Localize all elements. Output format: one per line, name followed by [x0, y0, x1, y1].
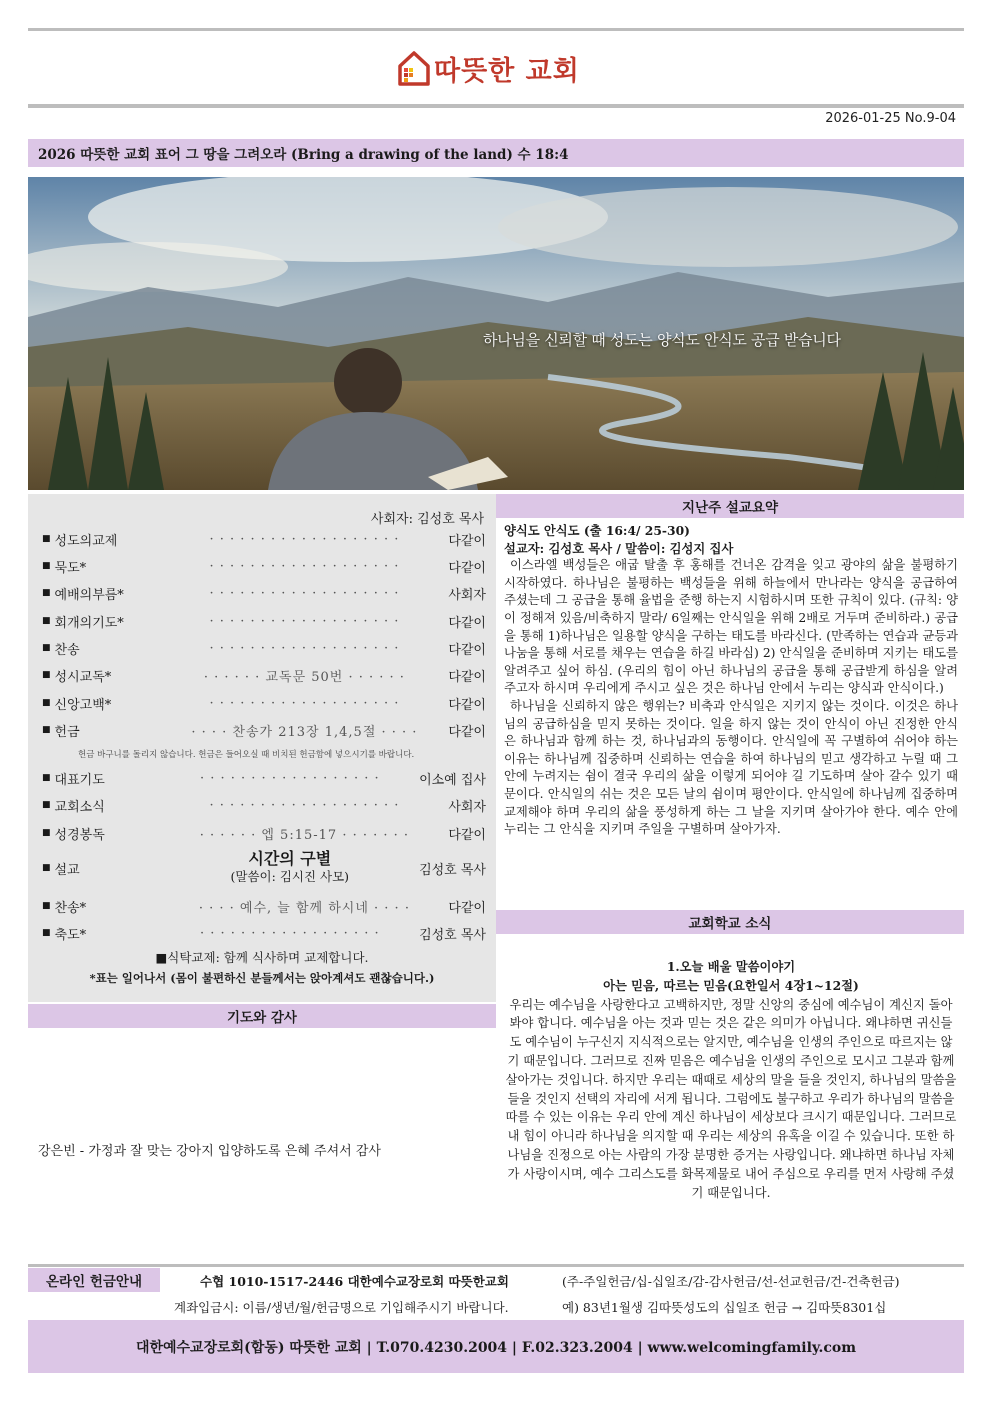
bullet-icon: ■: [42, 534, 51, 544]
sermon-speaker-note: (말씀이: 김시진 사모): [230, 869, 350, 884]
bullet-icon: ■: [42, 561, 51, 571]
church-logo: [396, 42, 596, 94]
bullet-icon: ■: [42, 928, 51, 938]
order-row: ■ 성도의교제 · · · · · · · · · · · · · · · · · · · 다같이: [42, 531, 486, 549]
offering-note: 헌금 바구니를 돌리지 않습니다. 헌금은 들어오실 때 비치된 헌금함에 넣으시기를 바랍니다.: [78, 750, 415, 760]
meal-fellowship-note: ■식탁교제: 함께 식사하며 교제합니다.: [155, 950, 369, 965]
summary-paragraph: 이스라엘 백성들은 애굽 탈출 후 홍해를 건너온 감격을 잊고 광야의 삶을 불평하기 시작하였다. 하나님은 불평하는 백성들을 위해 하늘에서 만나라는 양식을 공급하여 주셨는데 그 공급을 통해 율법을 준행 하는지 시험하시며 또한 규칙이 있다. (규칙: 양이 정해져 있음/비축하지 말라/ 6일째는 안식일을 위해 2배로 거두며 준비하라.) 공급을 통해 1)하나님은 일용할 양식을 구하는 태도를 바라신다. (만족하는 연습과 균등과 나눔을 통해 서로를 채우는 연습을 하길 바라심) 2) 안식일을 준비하며 지키는 태도를 알려주고 싶어 하심. (우리의 힘이 아닌 하나님의 공급을 통해 공급받게 하심을 알려주고자 하시며 우리에게 주시고 싶은 것은 하나님 안에서 누리는 양식과 안식이다.): [504, 558, 958, 696]
house-logo-icon: [396, 48, 432, 88]
sermon-summary-heading: 지난주 설교요약: [496, 494, 964, 518]
order-row: ■ 대표기도 · · · · · · · · · · · · · · · · · · 이소예 집사: [42, 770, 486, 788]
summary-paragraph: 하나님을 신뢰하지 않은 행위는? 비축과 안식일은 지키지 않는 것이다. 이것은 하나님의 공급하심을 믿지 못하는 것이다. 일을 하지 않는 것이 안식이 아닌 진정한 안식은 하나님과 함께 하는 것, 하나님과의 동행이다. 안식일에 꼭 구별하여 쉬어야 하는 이유는 하나님께 집중하며 신뢰하는 연습을 하여 하나님의 믿고 생각하고 누릴 때 그 안에 누려지는 쉼이 결국 우리의 삶을 이렇게 되어야 길 기도하며 살아 갈수 있기 때문이다. 안식일의 쉬는 것은 모든 날의 쉼이며 평안이다. 안식일에 하나님께 집중하며 교제해야 하며 우리의 삶을 풍성하게 하는 그 날을 지키며 살아가야 한다. 예수 안에 누리는 그 안식을 지키며 주일을 구별하며 살아가자.: [504, 698, 958, 837]
offering-codes: (주-주일헌금/십-십일조/감-감사헌금/선-선교헌금/건-건축헌금): [562, 1274, 900, 1289]
bullet-icon: ■: [42, 725, 51, 735]
school-lesson-title: 1.오늘 배울 말씀이야기: [666, 959, 796, 974]
church-school-news: [504, 958, 958, 1202]
bullet-icon: ■: [42, 800, 51, 810]
order-row: ■ 성시교독* · · · · · · 교독문 50번 · · · · · · 다같이: [42, 669, 486, 685]
order-row: ■ 찬송 · · · · · · · · · · · · · · · · · · · 다같이: [42, 640, 486, 658]
bullet-icon: ■: [42, 616, 51, 626]
bullet-icon: ■: [42, 828, 51, 838]
online-offering-label: 온라인 헌금안내: [28, 1268, 160, 1292]
bullet-icon: ■: [42, 643, 51, 653]
bullet-icon: ■: [42, 588, 51, 598]
standing-note: *표는 일어나서 (몸이 불편하신 분들께서는 앉아계셔도 괜찮습니다.): [89, 971, 435, 985]
sermon-row: ■ 설교 시간의 구별 (말씀이: 김시진 사모) 김성호 목사: [42, 850, 486, 884]
header-rule: [28, 104, 964, 108]
bullet-icon: ■: [42, 863, 51, 873]
presider: 사회자: 김성호 목사: [370, 512, 484, 527]
order-row: ■ 찬송* · · · · 예수, 늘 함께 하시네 · · · · 다같이: [42, 900, 486, 916]
summary-title: 양식도 안식도 (출 16:4/ 25-30): [504, 523, 690, 538]
bullet-icon: ■: [42, 901, 51, 911]
deposit-example: 예) 83년1월생 김따뜻성도의 십일조 헌금 → 김따뜻8301십: [562, 1300, 887, 1315]
bullet-icon: ■: [42, 773, 51, 783]
deposit-note: 계좌입금시: 이름/생년/월/헌금명으로 기입해주시기 바랍니다.: [174, 1300, 509, 1315]
offering-rule: [28, 1264, 964, 1267]
top-rule: [28, 28, 964, 31]
order-row: ■ 성경봉독 · · · · · · 엡 5:15-17 · · · · · · · 다같이: [42, 827, 486, 843]
order-row: ■ 헌금 · · · · 찬송가 213장 1,4,5절 · · · · 다같이: [42, 724, 486, 740]
summary-preacher: 설교자: 김성호 목사 / 말씀이: 김성지 집사: [504, 540, 734, 556]
hero-image: [28, 177, 964, 490]
church-name: 따뜻한 교회: [434, 55, 580, 87]
bullet-icon: ■: [42, 698, 51, 708]
annual-theme-bar: 2026 따뜻한 교회 표어 그 땅을 그려오라 (Bring a drawing of the land) 수 18:4: [28, 139, 964, 167]
sermon-title: 시간의 구별: [248, 850, 332, 868]
bullet-icon: ■: [42, 670, 51, 680]
bank-account: 수협 1010-1517-2446 대한예수교장로회 따뜻한교회: [200, 1274, 509, 1289]
footer-contact: 대한예수교장로회(합동) 따뜻한 교회 | T.070.4230.2004 | F.02.323.2004 | www.welcomingfamily.com: [28, 1320, 964, 1373]
sermon-summary: [504, 522, 958, 839]
issue-date-number: 2026-01-25 No.9-04: [825, 111, 956, 126]
order-row: ■ 묵도* · · · · · · · · · · · · · · · · · · · 다같이: [42, 558, 486, 576]
school-lesson-subtitle: 아는 믿음, 따르는 믿음(요한일서 4장1~12절): [603, 977, 859, 993]
order-row: ■ 교회소식 · · · · · · · · · · · · · · · · · · · 사회자: [42, 797, 486, 815]
prayer-item: 강은빈 - 가정과 잘 맞는 강아지 입양하도록 은혜 주셔서 감사: [38, 1144, 381, 1159]
order-row: ■ 축도* · · · · · · · · · · · · · · · · · · 김성호 목사: [42, 925, 486, 943]
order-row: ■ 예배의부름* · · · · · · · · · · · · · · · · · · · 사회자: [42, 585, 486, 603]
prayer-heading: 기도와 감사: [28, 1004, 496, 1028]
worship-order-panel: [28, 494, 496, 1002]
order-row: ■ 회개의기도* · · · · · · · · · · · · · · · · · · · 다같이: [42, 613, 486, 631]
order-row: ■ 신앙고백* · · · · · · · · · · · · · · · · · · · 다같이: [42, 695, 486, 713]
school-body: 우리는 예수님을 사랑한다고 고백하지만, 정말 신앙의 중심에 예수님이 계신지 돌아봐야 합니다. 예수님을 아는 것과 믿는 것은 같은 의미가 아닙니다. 왜냐하면 귀신들도 예수님이 누구신지 지식적으로는 알지만, 예수님을 인생의 주인으로 따르지는 않기 때문입니다. 그러므로 진짜 믿음은 예수님을 인생의 주인으로 모시고 그분과 함께 살아가는 것입니다. 하지만 우리는 때때로 세상의 말을 들을 것인지, 하나님의 말씀을 들을 것인지 선택의 자리에 서게 됩니다. 그럼에도 불구하고 우리가 하나님의 말씀을 따를 수 있는 이유는 우리 안에 계신 하나님이 세상보다 크시기 때문입니다. 그러므로 내 힘이 아니라 하나님을 의지할 때 우리는 세상의 유혹을 이길 수 있습니다. 또한 하나님을 진정으로 아는 사람의 가장 분명한 증거는 사랑입니다. 왜냐하면 하나님 자체가 사랑이시며, 예수 그리스도를 화목제물로 내어 주심으로 우리를 먼저 사랑해 주셨기 때문입니다.: [505, 997, 957, 1200]
church-school-heading: 교회학교 소식: [496, 910, 964, 934]
hero-caption: 하나님을 신뢰할 때 성도는 양식도 안식도 공급 받습니다: [483, 331, 841, 349]
